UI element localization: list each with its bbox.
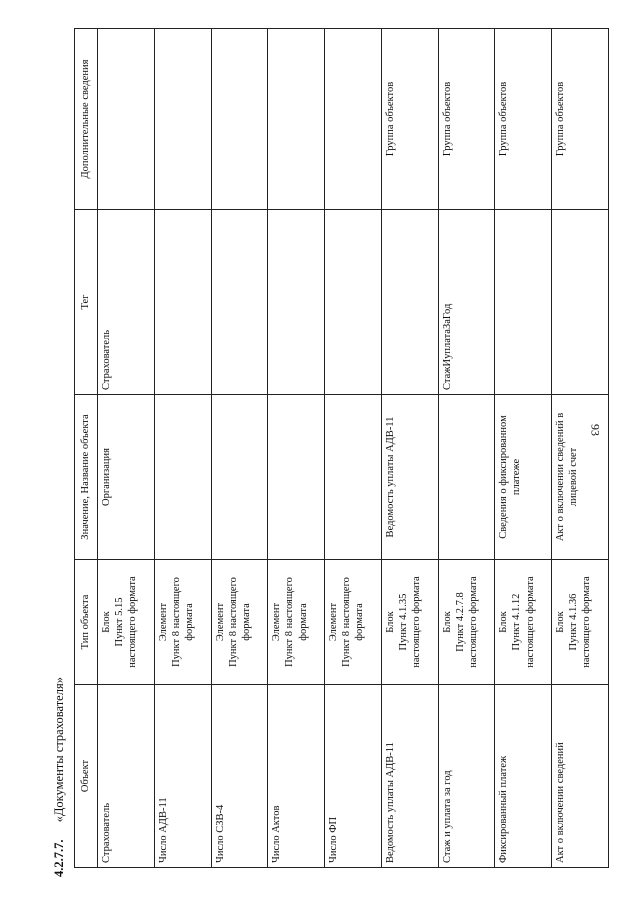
type-line: Пункт 8 настоящего bbox=[227, 577, 239, 667]
cell-value: Сведения о фиксированном платеже bbox=[495, 395, 552, 560]
type-line: Пункт 4.1.35 bbox=[397, 593, 409, 651]
section-title: «Документы страхователя» bbox=[52, 677, 66, 823]
cell-type bbox=[211, 560, 268, 685]
header-object: Объект bbox=[75, 685, 98, 868]
cell-value: Ведомость уплаты АДВ-11 bbox=[381, 395, 438, 560]
table-row bbox=[381, 29, 438, 868]
type-line: настоящего формата bbox=[581, 576, 593, 668]
table-row bbox=[98, 29, 155, 868]
type-line: настоящего формата bbox=[524, 576, 536, 668]
header-extra: Дополнительные сведения bbox=[75, 29, 98, 210]
cell-object: Число Актов bbox=[268, 685, 325, 868]
type-line: Блок bbox=[555, 611, 567, 633]
objects-table bbox=[74, 28, 609, 868]
cell-tag bbox=[495, 210, 552, 395]
cell-type bbox=[325, 560, 382, 685]
cell-type bbox=[438, 560, 495, 685]
table-row bbox=[552, 29, 609, 868]
cell-extra: Группа объектов bbox=[381, 29, 438, 210]
cell-extra: Группа объектов bbox=[552, 29, 609, 210]
cell-type bbox=[268, 560, 325, 685]
type-line: формата bbox=[297, 603, 309, 641]
cell-tag bbox=[325, 210, 382, 395]
type-line: настоящего формата bbox=[411, 576, 423, 668]
cell-type bbox=[98, 560, 155, 685]
cell-extra: Группа объектов bbox=[438, 29, 495, 210]
type-line: формата bbox=[240, 603, 252, 641]
type-line: Элемент bbox=[157, 602, 169, 642]
table-header-row bbox=[75, 29, 98, 868]
cell-extra bbox=[268, 29, 325, 210]
cell-type bbox=[552, 560, 609, 685]
cell-extra bbox=[154, 29, 211, 210]
cell-tag bbox=[552, 210, 609, 395]
page-number: 93 bbox=[588, 424, 603, 436]
cell-object: Ведомость уплаты АДВ-11 bbox=[381, 685, 438, 868]
cell-object: Число АДВ-11 bbox=[154, 685, 211, 868]
type-line: настоящего формата bbox=[467, 576, 479, 668]
cell-extra bbox=[98, 29, 155, 210]
table-row bbox=[438, 29, 495, 868]
cell-object: Страхователь bbox=[98, 685, 155, 868]
table-row bbox=[211, 29, 268, 868]
type-line: Пункт 4.2.7.8 bbox=[454, 592, 466, 652]
type-line: Блок bbox=[441, 611, 453, 633]
cell-value bbox=[325, 395, 382, 560]
cell-tag bbox=[268, 210, 325, 395]
header-type: Тип объекта bbox=[75, 560, 98, 685]
type-line: Пункт 8 настоящего bbox=[170, 577, 182, 667]
cell-type bbox=[495, 560, 552, 685]
type-line: Блок bbox=[101, 611, 112, 633]
cell-value bbox=[154, 395, 211, 560]
type-line: Пункт 8 настоящего bbox=[341, 577, 353, 667]
cell-value bbox=[268, 395, 325, 560]
cell-object: Число СЗВ-4 bbox=[211, 685, 268, 868]
cell-object: Фиксированный платеж bbox=[495, 685, 552, 868]
type-line: Пункт 4.1.36 bbox=[568, 593, 580, 651]
section-number: 4.2.7.7. bbox=[52, 839, 66, 877]
cell-tag bbox=[154, 210, 211, 395]
type-line: настоящего формата bbox=[127, 576, 139, 668]
table-row bbox=[268, 29, 325, 868]
cell-tag bbox=[381, 210, 438, 395]
cell-tag bbox=[211, 210, 268, 395]
cell-tag: Страхователь bbox=[98, 210, 155, 395]
cell-tag: СтажИуплатаЗаГод bbox=[438, 210, 495, 395]
cell-value: Организация bbox=[98, 395, 155, 560]
type-line: формата bbox=[184, 603, 196, 641]
cell-object: Акт о включении сведений bbox=[552, 685, 609, 868]
type-line: формата bbox=[354, 603, 366, 641]
header-value: Значение, Название объекта bbox=[75, 395, 98, 560]
cell-type bbox=[154, 560, 211, 685]
cell-extra: Группа объектов bbox=[495, 29, 552, 210]
table-area bbox=[74, 29, 640, 863]
type-line: Пункт 5.15 bbox=[114, 597, 126, 647]
cell-type bbox=[381, 560, 438, 685]
cell-object: Число ФП bbox=[325, 685, 382, 868]
type-line: Элемент bbox=[214, 602, 226, 642]
type-line: Блок bbox=[498, 611, 510, 633]
table-row bbox=[325, 29, 382, 868]
table-row bbox=[495, 29, 552, 868]
cell-value bbox=[438, 395, 495, 560]
cell-value bbox=[211, 395, 268, 560]
type-line: Элемент bbox=[271, 602, 283, 642]
type-line: Пункт 8 настоящего bbox=[284, 577, 296, 667]
type-line: Пункт 4.1.12 bbox=[511, 593, 523, 651]
cell-value: Акт о включении сведений в лицевой счет bbox=[552, 395, 609, 560]
type-line: Элемент bbox=[328, 602, 340, 642]
cell-object: Стаж и уплата за год bbox=[438, 685, 495, 868]
type-line: Блок bbox=[384, 611, 396, 633]
cell-extra bbox=[211, 29, 268, 210]
cell-extra bbox=[325, 29, 382, 210]
section-heading bbox=[52, 677, 67, 877]
header-tag: Тег bbox=[75, 210, 98, 395]
table-row bbox=[154, 29, 211, 868]
